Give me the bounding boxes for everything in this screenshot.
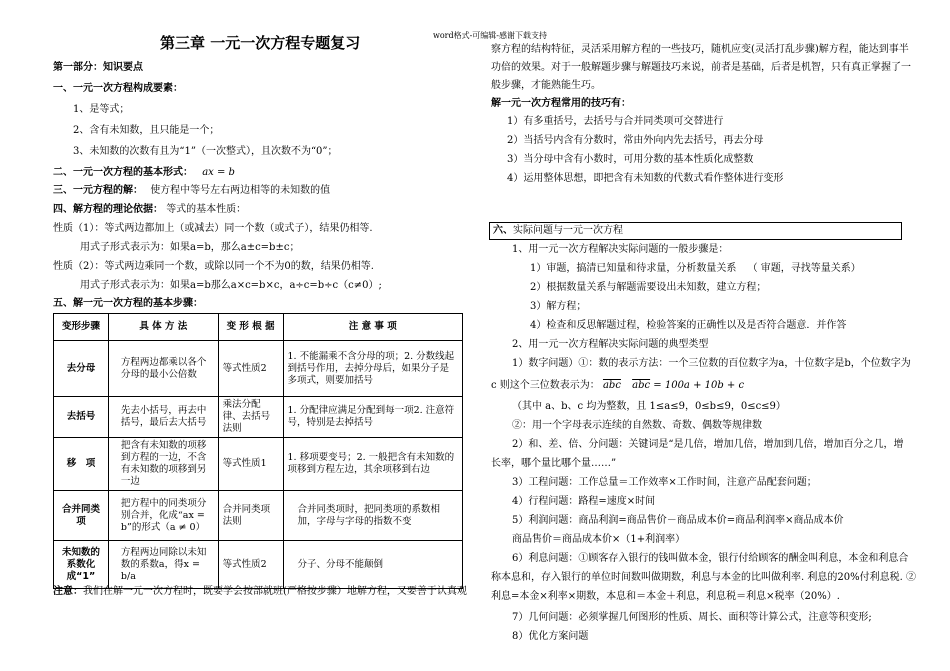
type-5-cont: 商品售价＝商品成本价×（1+利润率） (512, 534, 686, 545)
tip-item: 4）运用整体思想，即把含有未知数的代数式看作整体进行变形 (507, 173, 784, 184)
page-header: word格式-可编辑-感谢下载支持 (433, 31, 548, 40)
table-header-cell: 注 意 事 项 (283, 314, 462, 341)
step-name: 去分母 (54, 341, 109, 397)
section4-text: 等式的基本性质： (166, 204, 247, 215)
table-header-row (54, 314, 463, 341)
table-row (54, 438, 463, 491)
step-basis: 等式性质2 (218, 541, 283, 589)
step-2: 2）根据数量关系与解题需要设出未知数，建立方程； (530, 282, 767, 293)
type-1-constraint: （其中 a、b、c 均为整数，且 1≤a≤9，0≤b≤9，0≤c≤9） (512, 401, 786, 412)
step-1-note: （ 审题，寻找等量关系） (747, 263, 861, 274)
property1: 性质（1）：等式两边都加上（或减去）同一个数（或式子），结果仍相等. (53, 223, 373, 234)
page-title: 第三章 一元一次方程专题复习 (160, 34, 361, 52)
intro-line1: 察方程的结构特征，灵活采用解方程的一些技巧，随机应变(灵活打乱步骤)解方程，能达到事半 (491, 44, 909, 55)
step-name: 去括号 (54, 397, 109, 438)
type-1-second: ②：用一个字母表示连续的自然数、奇数、偶数等规律数 (512, 420, 762, 431)
part1-heading: 第一部分：知识要点 (53, 62, 143, 73)
tips-heading: 解一元一次方程常用的技巧有： (491, 98, 631, 109)
step-method: 先去小括号，再去中括号，最后去大括号 (108, 397, 218, 438)
type-1-formula (491, 380, 744, 392)
step-basis: 乘法分配律、去括号法则 (218, 397, 283, 438)
section4-label: 四、解方程的理论依据： (53, 204, 163, 215)
table-row (54, 341, 463, 397)
step-3: 3）解方程； (530, 301, 587, 312)
step-method: 方程两边都乘以各个分母的最小公倍数 (108, 341, 218, 397)
note-label: 注意： (53, 586, 83, 597)
three-digit-abc: $\overline{abc}$ (602, 380, 621, 391)
type-2-cont: 长率，哪个量比哪个量……” (491, 458, 617, 469)
step-notes: 1. 分配律应满足分配到每一项2. 注意符号，特别是去掉括号 (283, 397, 462, 438)
type-6-cont2: 利息=本金×利率×期数，本息和＝本金＋利息，利息税＝利息×税率（20%）. (491, 591, 840, 602)
table-row (54, 491, 463, 541)
step-notes: 合并同类项时，把同类项的系数相加，字母与字母的指数不变 (283, 491, 462, 541)
type-3: 3）工程问题：工作总量＝工作效率×工作时间，注意产品配套问题； (512, 477, 817, 488)
step-method: 方程两边同除以未知数的系数a，得x = b/a (108, 541, 218, 589)
section6-sub1: 1、用一元一次方程解决实际问题的一般步骤是： (512, 244, 729, 255)
step-1-line (530, 263, 861, 275)
step-name: 未知数的系数化成“1” (54, 541, 109, 589)
tip-item: 1）有多重括号，去括号与合并同类项可交替进行 (507, 116, 724, 127)
intro-line3: 般步骤，才能熟能生巧。 (491, 80, 601, 91)
step-basis: 合并同类项法则 (218, 491, 283, 541)
step-4: 4）检查和反思解题过程，检验答案的正确性以及是否符合题意．并作答 (530, 320, 847, 331)
step-notes: 1. 不能漏乘不含分母的项；2. 分数线起到括号作用，去掉分母后，如果分子是多项式，则要加括号 (283, 341, 462, 397)
step-basis: 等式性质2 (218, 341, 283, 397)
table-row (54, 397, 463, 438)
table-header-cell: 变 形 根 据 (218, 314, 283, 341)
step-name: 合并同类 项 (54, 491, 109, 541)
section1-heading: 一、一元一次方程构成要素： (53, 83, 183, 94)
tip-item: 3）当分母中含有小数时，可用分数的基本性质化成整数 (507, 154, 754, 165)
step-basis: 等式性质1 (218, 438, 283, 491)
type-6: 6）利息问题：①顾客存入银行的钱叫做本金，银行付给顾客的酬金叫利息，本金和利息合 (512, 553, 909, 564)
section2-label: 二、一元一次方程的基本形式： (53, 167, 193, 178)
tip-item: 2）当括号内含有分数时，常由外向内先去括号，再去分母 (507, 135, 764, 146)
note-text: 我们在解一元一次方程时，既要学会按部就班(严格按步骤）地解方程，又要善于认真观 (83, 586, 467, 597)
type-1-formula-prefix: c 则这个三位数表示为： (491, 380, 600, 391)
property1-formula: 用式子形式表示为：如果a=b，那么a±c=b±c； (80, 242, 300, 253)
type-6-cont1: 称本息和，存入银行的单位时间数叫做期数，利息与本金的比叫做利率. 利息的20%付利息税. ② (491, 572, 916, 583)
note-line (53, 586, 467, 598)
type-8: 8）优化方案问题 (512, 631, 589, 642)
section4-line (53, 204, 246, 216)
intro-line2: 功倍的效果。对于一般解题步骤与解题技巧来说，前者是基础，后者是机智，只有真正掌握了一 (491, 62, 911, 73)
three-digit-expansion: = 100a + 10b + c (653, 380, 745, 391)
step-name: 移 项 (54, 438, 109, 491)
step-notes: 1. 移项要变号；2. 一般把含有未知数的项移到方程左边，其余项移到右边 (283, 438, 462, 491)
section6-sub2: 2、用一元一次方程解决实际问题的典型类型 (512, 339, 709, 350)
section6-title: 实际问题与一元一次方程 (513, 225, 623, 236)
three-digit-abc: $\overline{abc}$ (632, 380, 651, 391)
property2-formula: 用式子形式表示为：如果a=b那么a×c=b×c，a÷c=b÷c（c≠0）; (80, 280, 382, 291)
type-2: 2）和、差、倍、分问题：关键词是“是几倍，增加几倍，增加到几倍，增加百分之几，增 (512, 439, 904, 450)
section5-heading: 五、解一元一次方程的基本步骤： (53, 298, 203, 309)
type-7: 7）几何问题：必须掌握几何图形的性质、周长、面积等计算公式，注意等积变形; (512, 612, 872, 623)
section3-line (53, 185, 330, 197)
section1-item3: 3、未知数的次数有且为“1”（一次整式），且次数不为“0”； (73, 146, 338, 157)
step-1: 1）审题，搞清已知量和待求量，分析数量关系 (530, 263, 737, 274)
table-header-cell: 变形步骤 (54, 314, 109, 341)
section6-heading (493, 225, 623, 237)
section1-item2: 2、含有未知数，且只能是一个； (73, 125, 220, 136)
type-4: 4）行程问题：路程=速度×时间 (512, 496, 656, 507)
step-method: 把方程中的同类项分别合并，化成“ax = b”的形式（a ≠ 0） (108, 491, 218, 541)
section2-line (53, 167, 235, 179)
property2: 性质（2）：等式两边乘同一个数，或除以同一个不为0的数，结果仍相等. (53, 261, 374, 272)
type-1: 1）数字问题）①：数的表示方法：一个三位数的百位数字为a，十位数字是b，个位数字为 (512, 358, 911, 369)
three-digit-equation (632, 380, 744, 391)
table-header-cell: 具 体 方 法 (108, 314, 218, 341)
section1-item1: 1、是等式； (73, 104, 130, 115)
table-row (54, 541, 463, 589)
section3-text: 使方程中等号左右两边相等的未知数的值 (150, 185, 331, 196)
section6-label: 六、 (493, 225, 513, 236)
step-method: 把含有未知数的项移到方程的一边，不含有未知数的项移到另一边 (108, 438, 218, 491)
section2-formula: ax = b (202, 167, 235, 178)
section3-label: 三、一元方程的解： (53, 185, 143, 196)
type-5: 5）利润问题：商品利润=商品售价－商品成本价=商品利润率×商品成本价 (512, 515, 844, 526)
steps-table (53, 313, 463, 589)
step-notes: 分子、分母不能颠倒 (283, 541, 462, 589)
